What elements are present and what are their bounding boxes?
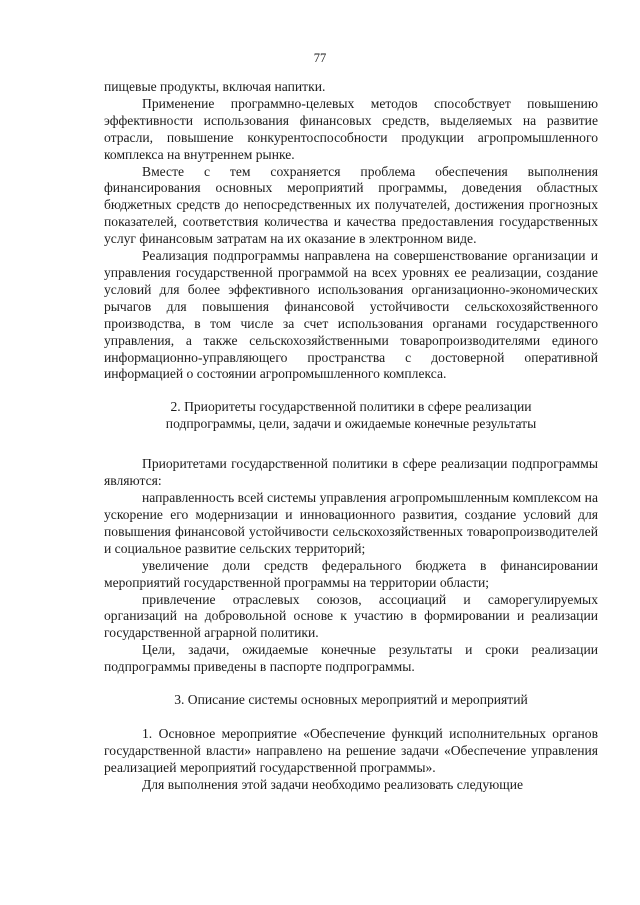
paragraph: Для выполнения этой задачи необходимо реализовать следующие — [142, 776, 524, 792]
paragraph: увеличение доли средств федерального бюджета в финансировании мероприятий государственной программы на территории области; — [104, 557, 598, 590]
paragraph: Применение программно-целевых методов способствует повышению эффективности использования финансовых средств, выделяемых на развитие отрасли, повышение конкурентоспособности продукции агропромышленного комплекса на внутреннем рынке. — [104, 95, 598, 162]
section-title-line: 3. Описание системы основных мероприятий и мероприятий — [174, 692, 528, 708]
page-number: 77 — [313, 51, 327, 65]
paragraph: Цели, задачи, ожидаемые конечные результаты и сроки реализации подпрограммы приведены в паспорте подпрограммы. — [104, 642, 598, 675]
paragraph: Вместе с тем сохраняется проблема обеспечения выполнения финансирования основных мероприятий программы, доведения областных бюджетных средств до непосредственных их получателей, достижения прогнозных показателей, соответствия количества и качества предоставления государственных услуг финансовым затратам на их оказание в электронном виде. — [104, 163, 598, 247]
section-title-line: 2. Приоритеты государственной политики в сфере реализации — [170, 399, 532, 415]
paragraph: Реализация подпрограммы направлена на совершенствование организации и управления государственной программой на всех уровнях ее реализации, создание условий для более эффективного использования организационно-экономических рычагов для повышения финансовой устойчивости сельскохозяйственного производства, в том числе за счет использования органами государственного управления, а также сельскохозяйственными товаропроизводителями единого информационно-управляющего пространства с достоверной оперативной информацией о состоянии агропромышленного комплекса. — [104, 248, 598, 382]
paragraph: пищевые продукты, включая напитки. — [104, 79, 326, 94]
section-heading-3 — [104, 691, 598, 708]
section-heading-2 — [104, 398, 598, 432]
section-title-line: подпрограммы, цели, задачи и ожидаемые конечные результаты — [165, 416, 537, 432]
paragraph: привлечение отраслевых союзов, ассоциаций и саморегулируемых организаций на добровольной основе к участию в формировании и реализации государственной аграрной политики. — [104, 591, 598, 641]
page-body — [104, 79, 598, 794]
paragraph: 1. Основное мероприятие «Обеспечение функций исполнительных органов государственной власти» направлено на решение задачи «Обеспечение управления реализацией мероприятий государственной программы». — [104, 726, 598, 775]
paragraph: Приоритетами государственной политики в сфере реализации подпрограммы являются: — [104, 456, 598, 489]
paragraph: направленность всей системы управления агропромышленным комплексом на ускорение его модернизации и инновационного развития, создание условий для повышения финансовой устойчивости сельскохозяйственных товаропроизводителей и социальное развитие сельских территорий; — [104, 490, 598, 556]
